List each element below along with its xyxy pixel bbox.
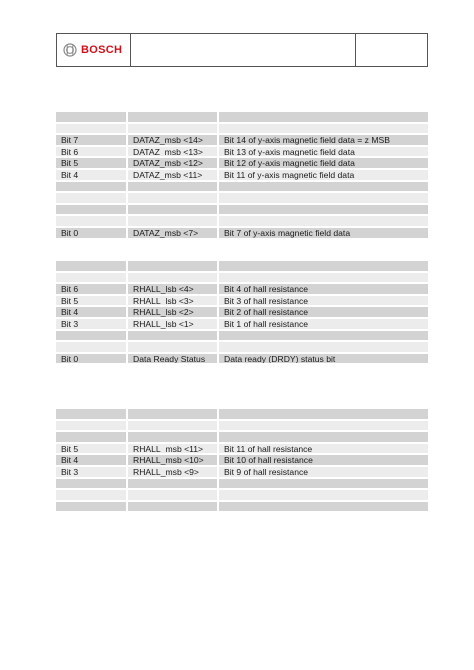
field-name-cell: RHALL_lsb <4> <box>128 284 217 294</box>
field-name-cell <box>128 342 217 352</box>
description-cell: Bit 2 of hall resistance <box>219 307 428 317</box>
bit-cell: Bit 5 <box>56 158 126 168</box>
description-cell <box>219 479 428 489</box>
field-name-cell: RHALL_msb <11> <box>128 444 217 454</box>
table-row <box>56 284 428 294</box>
table-row <box>56 421 428 431</box>
bit-cell: Bit 6 <box>56 284 126 294</box>
description-cell: Bit 4 of hall resistance <box>219 284 428 294</box>
table-row <box>56 296 428 306</box>
description-cell: Data ready (DRDY) status bit <box>219 354 428 364</box>
brand-name: BOSCH <box>81 44 123 56</box>
table-row <box>56 182 428 192</box>
table-row <box>56 124 428 134</box>
description-cell <box>219 182 428 192</box>
table-row <box>56 158 428 168</box>
description-cell: Bit 7 of y-axis magnetic field data <box>219 228 428 238</box>
description-cell <box>219 193 428 203</box>
description-cell <box>219 342 428 352</box>
bit-cell <box>56 261 126 271</box>
header-right-cell <box>356 34 427 66</box>
table-row <box>56 467 428 477</box>
description-cell: Bit 10 of hall resistance <box>219 455 428 465</box>
description-cell: Bit 1 of hall resistance <box>219 319 428 329</box>
bit-cell <box>56 124 126 134</box>
field-name-cell: Data Ready Status <box>128 354 217 364</box>
field-name-cell <box>128 112 217 122</box>
table-row <box>56 193 428 203</box>
table-row <box>56 444 428 454</box>
table-row <box>56 479 428 489</box>
bosch-armature-icon <box>63 43 77 57</box>
field-name-cell <box>128 421 217 431</box>
field-name-cell: DATAZ_msb <11> <box>128 170 217 180</box>
bit-cell <box>56 216 126 226</box>
description-cell <box>219 205 428 215</box>
field-name-cell <box>128 479 217 489</box>
field-name-cell: DATAZ_msb <14> <box>128 135 217 145</box>
bit-cell <box>56 342 126 352</box>
bit-cell <box>56 193 126 203</box>
bosch-logo <box>63 43 122 57</box>
table-row <box>56 307 428 317</box>
table-row <box>56 354 428 364</box>
description-cell <box>219 409 428 419</box>
table-row <box>56 432 428 442</box>
description-cell <box>219 124 428 134</box>
bit-cell <box>56 182 126 192</box>
description-cell: Bit 11 of y-axis magnetic field data <box>219 170 428 180</box>
description-cell <box>219 331 428 341</box>
description-cell <box>219 112 428 122</box>
bit-cell <box>56 421 126 431</box>
field-name-cell <box>128 193 217 203</box>
table-row <box>56 112 428 122</box>
table-row <box>56 490 428 500</box>
description-cell <box>219 216 428 226</box>
register-table <box>56 261 428 365</box>
logo-cell <box>57 34 131 66</box>
field-name-cell <box>128 205 217 215</box>
table-row <box>56 502 428 512</box>
register-table <box>56 409 428 513</box>
bit-cell: Bit 3 <box>56 467 126 477</box>
field-name-cell: RHALL_msb <9> <box>128 467 217 477</box>
field-name-cell: RHALL_msb <10> <box>128 455 217 465</box>
field-name-cell <box>128 409 217 419</box>
bit-cell <box>56 432 126 442</box>
table-row <box>56 135 428 145</box>
description-cell <box>219 421 428 431</box>
table-row <box>56 216 428 226</box>
table-row <box>56 228 428 238</box>
field-name-cell: DATAZ_msb <13> <box>128 147 217 157</box>
bit-cell <box>56 409 126 419</box>
bit-cell: Bit 3 <box>56 319 126 329</box>
bit-cell <box>56 502 126 512</box>
bit-cell: Bit 5 <box>56 296 126 306</box>
field-name-cell <box>128 432 217 442</box>
field-name-cell: RHALL_lsb <1> <box>128 319 217 329</box>
description-cell <box>219 490 428 500</box>
description-cell <box>219 273 428 283</box>
bit-cell <box>56 479 126 489</box>
field-name-cell <box>128 490 217 500</box>
description-cell: Bit 13 of y-axis magnetic field data <box>219 147 428 157</box>
field-name-cell <box>128 261 217 271</box>
table-row <box>56 331 428 341</box>
header-title-cell <box>131 34 356 66</box>
field-name-cell: RHALL_lsb <2> <box>128 307 217 317</box>
field-name-cell <box>128 331 217 341</box>
field-name-cell <box>128 502 217 512</box>
description-cell: Bit 14 of y-axis magnetic field data = z MSB <box>219 135 428 145</box>
table-row <box>56 261 428 271</box>
field-name-cell <box>128 216 217 226</box>
description-cell: Bit 3 of hall resistance <box>219 296 428 306</box>
bit-cell: Bit 6 <box>56 147 126 157</box>
bit-cell: Bit 5 <box>56 444 126 454</box>
bit-cell: Bit 4 <box>56 455 126 465</box>
bit-cell <box>56 490 126 500</box>
description-cell <box>219 261 428 271</box>
bit-cell: Bit 0 <box>56 228 126 238</box>
field-name-cell: DATAZ_msb <12> <box>128 158 217 168</box>
description-cell: Bit 12 of y-axis magnetic field data <box>219 158 428 168</box>
table-row <box>56 342 428 352</box>
bit-cell: Bit 0 <box>56 354 126 364</box>
description-cell <box>219 432 428 442</box>
table-row <box>56 273 428 283</box>
bit-cell <box>56 205 126 215</box>
field-name-cell: DATAZ_msb <7> <box>128 228 217 238</box>
description-cell: Bit 11 of hall resistance <box>219 444 428 454</box>
table-row <box>56 319 428 329</box>
table-row <box>56 205 428 215</box>
field-name-cell <box>128 182 217 192</box>
table-row <box>56 147 428 157</box>
bit-cell: Bit 7 <box>56 135 126 145</box>
field-name-cell <box>128 124 217 134</box>
bit-cell: Bit 4 <box>56 307 126 317</box>
document-header <box>56 33 428 67</box>
table-row <box>56 409 428 419</box>
field-name-cell <box>128 273 217 283</box>
field-name-cell: RHALL_lsb <3> <box>128 296 217 306</box>
table-row <box>56 170 428 180</box>
register-table <box>56 112 428 240</box>
description-cell <box>219 502 428 512</box>
bit-cell: Bit 4 <box>56 170 126 180</box>
bit-cell <box>56 112 126 122</box>
bit-cell <box>56 331 126 341</box>
bit-cell <box>56 273 126 283</box>
table-row <box>56 455 428 465</box>
description-cell: Bit 9 of hall resistance <box>219 467 428 477</box>
